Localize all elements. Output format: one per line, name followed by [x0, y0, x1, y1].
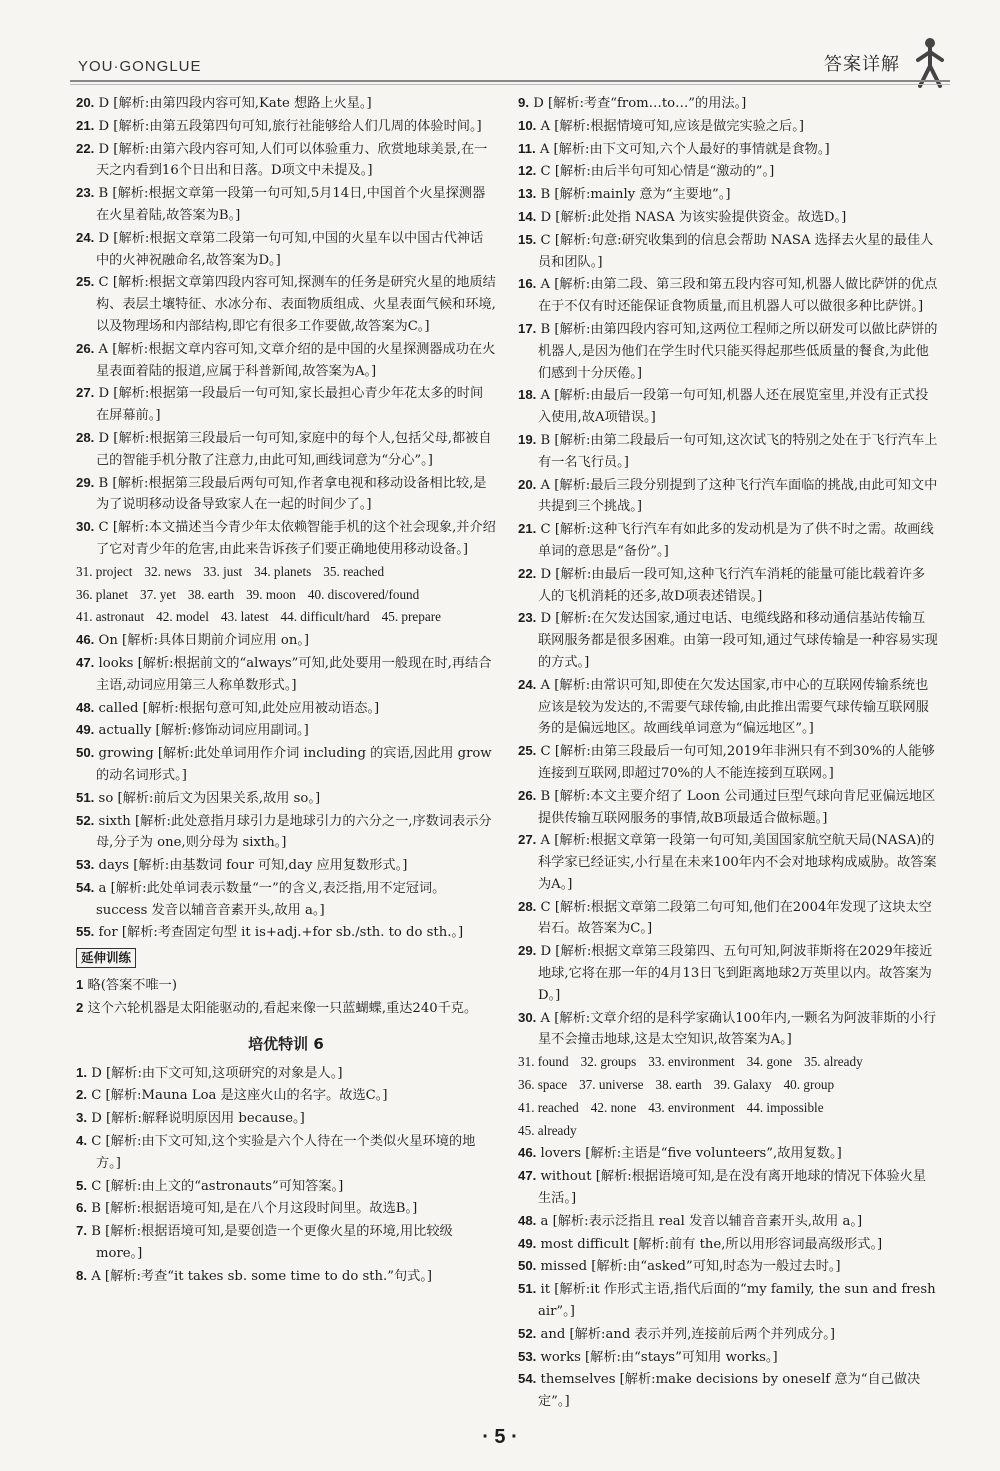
answer-number: 6. [76, 1200, 87, 1216]
answer-text: C [解析:句意:研究收集到的信息会帮助 NASA 选择去火星的最佳人员和团队。] [538, 232, 934, 270]
answer-number: 7. [76, 1223, 87, 1239]
answer-entry [518, 607, 938, 673]
word-answer-row [518, 1097, 938, 1120]
left-word-answers [76, 561, 496, 629]
answer-entry [518, 740, 938, 785]
answer-number: 21. [76, 117, 95, 133]
answer-entry [518, 384, 938, 429]
answer-entry [76, 115, 496, 138]
word-answer: 40. group [783, 1077, 835, 1093]
answer-number: 18. [518, 387, 537, 403]
answer-text: A [解析:根据文章第一段第一句可知,美国国家航空航天局(NASA)的科学家已经证实,小行星在未来100年内不会对地球构成威胁。故答案为A。] [538, 833, 937, 892]
answer-text: D [解析:由下文可知,这项研究的对象是人。] [91, 1065, 343, 1081]
section-title: 培优特训 6 [248, 1034, 324, 1053]
answer-entry [76, 997, 496, 1020]
answer-entry [518, 138, 938, 161]
word-answer-row [76, 606, 496, 629]
answer-entry [76, 854, 496, 877]
answer-number: 27. [518, 832, 537, 848]
answer-text: 略(答案不唯一) [87, 978, 177, 994]
answer-entry [518, 92, 938, 115]
answer-number: 52. [76, 812, 95, 828]
word-answer: 42. none [590, 1099, 637, 1115]
right-column [518, 92, 938, 1413]
answer-text: so [解析:前后文为因果关系,故用 so。] [98, 790, 321, 806]
answer-number: 51. [76, 789, 95, 805]
answer-text: D [解析:解释说明原因用 because。] [91, 1111, 305, 1127]
left-answers-group-a [76, 92, 496, 561]
answer-number: 30. [518, 1009, 537, 1025]
word-answer: 36. space [518, 1077, 568, 1093]
answer-entry [76, 719, 496, 742]
answer-number: 20. [76, 95, 95, 110]
word-answer: 39. moon [246, 586, 296, 602]
answer-entry [518, 474, 938, 519]
answer-entry [518, 183, 938, 206]
answer-number: 50. [76, 745, 95, 761]
answer-number: 4. [76, 1133, 87, 1149]
answer-entry [76, 182, 496, 227]
answer-text: 这个六轮机器是太阳能驱动的,看起来像一只蓝蝴蝶,重达240千克。 [87, 1001, 478, 1017]
answer-number: 48. [518, 1212, 537, 1228]
answer-text: growing [解析:此处单词用作介词 including 的宾语,因此用 grow 的动名词形式。] [96, 746, 492, 783]
answer-text: C [解析:由上文的“astronauts”可知答案。] [91, 1178, 344, 1194]
answer-text: D [解析:根据文章第三段第四、五句可知,阿波菲斯将在2029年接近地球,它将在那一年的4月13日飞到距离地球2万英里以内。故答案为D。] [538, 944, 933, 1003]
answer-text: without [解析:根据语境可知,是在没有离开地球的情况下体验火星生活。] [538, 1169, 927, 1207]
word-answer: 43. latest [220, 609, 269, 625]
right-answers-group-a [518, 92, 938, 1051]
answer-entry [518, 674, 938, 740]
answer-entry [518, 829, 938, 895]
answer-entry [518, 273, 938, 318]
word-answer-row [76, 561, 496, 584]
answer-number: 29. [76, 474, 95, 490]
word-answer: 36. planet [76, 586, 129, 602]
answer-text: D [解析:由第五段第四句可知,旅行社能够给人们几周的体验时间。] [98, 118, 482, 134]
word-answer: 33. environment [648, 1054, 735, 1070]
answer-number: 12. [518, 163, 537, 179]
answer-entry [76, 629, 496, 652]
answer-entry [76, 1175, 496, 1198]
answer-entry [76, 382, 496, 427]
answer-entry [76, 1130, 496, 1175]
word-answer: 42. model [156, 609, 209, 625]
answer-entry [518, 1007, 938, 1052]
word-answer: 45. prepare [381, 609, 441, 625]
answer-text: C [解析:本文描述当今青少年太依赖智能手机的这个社会现象,并介绍了它对青少年的危害,由此来告诉孩子们要正确地使用移动设备。] [96, 520, 496, 557]
answer-text: C [解析:根据文章第二段第二句可知,他们在2004年发现了这块太空岩石。故答案为C。] [538, 899, 932, 937]
answer-number: 55. [76, 924, 95, 940]
answer-number: 54. [518, 1371, 537, 1387]
answer-number: 48. [76, 699, 95, 715]
answer-number: 22. [518, 565, 537, 581]
left-column [76, 92, 496, 1288]
answer-text: a [解析:表示泛指且 real 发音以辅音音素开头,故用 a。] [540, 1213, 863, 1229]
answer-number: 23. [76, 185, 95, 201]
answer-entry [518, 1210, 938, 1233]
answer-text: A [解析:由第二段、第三段和第五段内容可知,机器人做比萨饼的优点在于不仅有时还能保证食物质量,而且机器人可以做很多种比萨饼。] [538, 277, 938, 315]
answer-entry [518, 206, 938, 229]
answer-entry [76, 877, 496, 922]
answer-number: 25. [76, 274, 95, 290]
answer-entry [76, 271, 496, 337]
answer-text: A [解析:由最后一段第一句可知,机器人还在展览室里,并没有正式投入使用,故A项错误。] [538, 388, 929, 426]
answer-entry [76, 1084, 496, 1107]
answer-text: looks [解析:根据前文的“always”可知,此处要用一般现在时,再结合主语,动词应用第三人称单数形式。] [96, 655, 492, 693]
answer-number: 3. [76, 1110, 87, 1126]
header-rule [70, 80, 950, 82]
answer-text: it [解析:it 作形式主语,指代后面的“my family, the sun and fresh air”。] [538, 1282, 936, 1320]
answer-entry [76, 652, 496, 697]
word-answer: 33. just [203, 563, 243, 579]
answer-entry [518, 1323, 938, 1346]
answer-entry [76, 338, 496, 383]
word-answer-row [76, 584, 496, 607]
answer-text: B [解析:由第四段内容可知,这两位工程师之所以研发可以做比萨饼的机器人,是因为他们在学生时代只能买得起那些低质量的餐食,为此他们感到十分厌倦。] [538, 321, 938, 381]
answer-text: B [解析:mainly 意为“主要地”。] [540, 187, 731, 203]
answer-number: 46. [518, 1145, 537, 1161]
answer-text: A [解析:文章介绍的是科学家确认100年内,一颗名为阿波菲斯的小行星不会撞击地球,这是太空知识,故答案为A。] [538, 1010, 937, 1048]
answer-number: 28. [76, 429, 95, 445]
answer-number: 15. [518, 231, 537, 247]
answer-entry [518, 785, 938, 830]
word-answer: 38. earth [187, 586, 235, 602]
answer-text: a [解析:此处单词表示数量“一”的含义,表泛指,用不定冠词。success 发音以辅音音素开头,故用 a。] [96, 880, 446, 918]
answer-number: 17. [518, 320, 537, 336]
answer-text: themselves [解析:make decisions by oneself 意为“自己做决定”。] [538, 1372, 921, 1410]
word-answer: 34. gone [746, 1054, 793, 1070]
answer-text: works [解析:由“stays”可知用 works。] [540, 1349, 778, 1365]
word-answer: 40. discovered/found [307, 586, 420, 602]
answer-entry [518, 940, 938, 1006]
answer-text: days [解析:由基数词 four 可知,day 应用复数形式。] [98, 858, 408, 874]
word-answer: 39. Galaxy [713, 1077, 772, 1093]
answer-number: 11. [518, 140, 536, 156]
answer-text: A [解析:根据文章内容可知,文章介绍的是中国的火星探测器成功在火星表面着陆的报道,应属于科普新闻,故答案为A。] [96, 341, 496, 379]
answer-number: 52. [518, 1325, 537, 1341]
answer-number: 8. [76, 1267, 87, 1283]
answer-text: D [解析:在欠发达国家,通过电话、电缆线路和移动通信基站传输互联网服务都是很多困难。由第一段可知,通过气球传输是一种容易实现的方式。] [538, 611, 938, 670]
answer-entry [518, 429, 938, 474]
left-answers-group-c [76, 1062, 496, 1288]
answer-entry [518, 518, 938, 563]
answer-text: A [解析:由下文可知,六个人最好的事情就是食物。] [539, 141, 830, 157]
answer-entry [76, 516, 496, 561]
answer-number: 28. [518, 898, 537, 914]
answer-text: D [解析:根据第三段最后一句可知,家庭中的每个人,包括父母,都被自己的智能手机分散了注意力,由此可知,画线词意为“分心”。] [96, 430, 492, 468]
answer-text: D [解析:考查“from…to…”的用法。] [533, 96, 747, 111]
answer-text: B [解析:根据语境可知,是在八个月这段时间里。故选B。] [91, 1201, 418, 1217]
extension-training-items [76, 974, 496, 1020]
word-answer: 41. astronaut [76, 609, 145, 625]
answer-text: D [解析:此处指 NASA 为该实验提供资金。故选D。] [540, 209, 847, 225]
word-answer: 44. difficult/hard [280, 609, 370, 625]
page-number: · 5 · [482, 1426, 518, 1448]
answer-entry [76, 92, 496, 115]
word-answer: 35. already [804, 1054, 863, 1070]
answer-entry [518, 1255, 938, 1278]
answer-entry [76, 1220, 496, 1265]
answer-text: for [解析:考查固定句型 it is+adj.+for sb./sth. to do sth.。] [98, 925, 464, 941]
word-answer: 38. earth [655, 1077, 702, 1093]
answer-text: A [解析:根据情境可知,应该是做完实验之后。] [540, 118, 804, 134]
answer-text: sixth [解析:此处意指月球引力是地球引力的六分之一,序数词表示分母,分子为 one,则分母为 sixth。] [96, 813, 492, 851]
answer-text: C [解析:由后半句可知心情是“激动的”。] [540, 164, 775, 180]
answer-entry [518, 563, 938, 608]
answer-text: most difficult [解析:前有 the,所以用形容词最高级形式。] [540, 1236, 883, 1252]
answer-text: C [解析:Mauna Loa 是这座火山的名字。故选C。] [91, 1088, 388, 1104]
word-answer: 32. groups [580, 1054, 637, 1070]
word-answer: 34. planets [254, 563, 312, 579]
answer-number: 2 [76, 1000, 84, 1016]
answer-number: 1. [76, 1064, 87, 1080]
answer-number: 9. [518, 95, 529, 110]
answer-number: 49. [518, 1235, 537, 1251]
answer-entry [518, 896, 938, 941]
answer-text: missed [解析:由“asked”可知,时态为一般过去时。] [540, 1259, 841, 1275]
answer-entry [76, 742, 496, 787]
answer-number: 51. [518, 1281, 537, 1297]
answer-entry [518, 1278, 938, 1323]
answer-text: B [解析:根据语境可知,是要创造一个更像火星的环境,用比较级 more。] [91, 1224, 453, 1262]
answer-entry [518, 115, 938, 138]
answer-entry [76, 1197, 496, 1220]
answer-text: B [解析:根据第三段最后两句可知,作者拿电视和移动设备相比较,是为了说明移动设备导致家人在一起的时间少了。] [96, 475, 487, 513]
right-answers-group-b [518, 1142, 938, 1413]
answer-text: B [解析:根据文章第一段第一句可知,5月14日,中国首个火星探测器在火星着陆,故答案为B。] [96, 186, 486, 223]
answer-number: 47. [518, 1168, 537, 1184]
answer-number: 19. [518, 431, 537, 447]
answer-text: C [解析:由第三段最后一句可知,2019年非洲只有不到30%的人能够连接到互联网,即超过70%的人不能连接到互联网。] [538, 744, 935, 781]
answer-entry [518, 1346, 938, 1369]
answer-number: 10. [518, 117, 537, 133]
answer-number: 29. [518, 943, 537, 959]
word-answer-row [518, 1120, 938, 1143]
answer-number: 27. [76, 385, 95, 401]
answer-text: On [解析:具体日期前介词应用 on。] [98, 633, 310, 649]
answer-number: 53. [518, 1348, 537, 1364]
answer-entry [518, 160, 938, 183]
answer-number: 16. [518, 276, 537, 292]
answer-entry [76, 810, 496, 855]
word-answer-row [518, 1074, 938, 1097]
word-answer: 43. environment [648, 1099, 735, 1115]
answer-number: 24. [76, 229, 95, 245]
answer-number: 53. [76, 857, 95, 873]
answer-number: 25. [518, 743, 537, 759]
answer-text: D [解析:根据第一段最后一句可知,家长最担心青少年花太多的时间在屏幕前。] [96, 386, 484, 424]
word-answer: 31. found [518, 1054, 569, 1070]
answer-text: D [解析:根据文章第二段第一句可知,中国的火星车以中国古代神话中的火神祝融命名,故答案为D。] [96, 230, 484, 268]
answer-number: 47. [76, 654, 95, 670]
word-answer-row [518, 1051, 938, 1074]
answer-number: 5. [76, 1177, 87, 1193]
word-answer: 35. reached [323, 563, 385, 579]
page-header [0, 0, 1000, 92]
answer-number: 26. [518, 787, 537, 803]
answer-text: actually [解析:修饰动词应用副词。] [98, 723, 309, 739]
answer-number: 14. [518, 208, 537, 224]
answer-entry [76, 1107, 496, 1130]
answer-text: B [解析:本文主要介绍了 Loon 公司通过巨型气球向肯尼亚偏远地区提供传输互联网服务的事情,故B项最适合做标题。] [538, 788, 936, 826]
extension-training-label: 延伸训练 [76, 948, 136, 968]
answer-number: 54. [76, 879, 95, 895]
header-rule-thin [70, 84, 950, 85]
answer-entry [518, 318, 938, 384]
answer-text: C [解析:这种飞行汽车有如此多的发动机是为了供不时之需。故画线单词的意思是“备份”。] [538, 522, 934, 559]
answer-entry [518, 1368, 938, 1413]
left-answers-group-b [76, 629, 496, 944]
answer-entry [518, 1165, 938, 1210]
answer-number: 2. [76, 1087, 87, 1103]
answer-number: 50. [518, 1258, 537, 1274]
answer-text: B [解析:由第二段最后一句可知,这次试飞的特别之处在于飞行汽车上有一名飞行员。] [538, 432, 938, 470]
answer-entry [76, 787, 496, 810]
answer-number: 49. [76, 722, 95, 738]
answer-number: 21. [518, 521, 537, 537]
answer-number: 46. [76, 632, 95, 648]
answer-entry [76, 227, 496, 272]
word-answer: 45. already [518, 1122, 577, 1138]
answer-entry [76, 974, 496, 997]
word-answer: 37. yet [140, 586, 176, 602]
answer-entry [76, 921, 496, 944]
answer-entry [76, 697, 496, 720]
answer-number: 24. [518, 676, 537, 692]
word-answer: 44. impossible [746, 1099, 824, 1115]
answer-entry [76, 472, 496, 517]
answer-entry [76, 427, 496, 472]
answer-entry [76, 1265, 496, 1288]
answer-number: 20. [518, 476, 537, 492]
answer-text: C [解析:由下文可知,这个实验是六个人待在一个类似火星环境的地方。] [91, 1134, 476, 1171]
answer-text: A [解析:最后三段分别提到了这种飞行汽车面临的挑战,由此可知文中共提到三个挑战。] [538, 477, 938, 515]
answer-text: A [解析:考查“it takes sb. some time to do sth.”句式。] [91, 1268, 433, 1284]
answer-text: lovers [解析:主语是“five volunteers”,故用复数。] [540, 1146, 842, 1162]
word-answer: 37. universe [579, 1077, 644, 1093]
answer-text: D [解析:由最后一段可知,这种飞行汽车消耗的能量可能比载着许多人的飞机消耗的还多,故D项表述错误。] [538, 566, 926, 604]
header-title: 答案详解 [824, 54, 900, 75]
word-answer: 31. project [76, 563, 133, 579]
answer-text: A [解析:由常识可知,即使在欠发达国家,市中心的互联网传输系统也应该是较为发达的,不需要气球传输,由此推出需要气球传输互联网服务的是偏远地区。故画线单词意为“偏远地区”。] [538, 677, 929, 737]
word-answer: 32. news [144, 563, 192, 579]
answer-text: and [解析:and 表示并列,连接前后两个并列成分。] [540, 1326, 836, 1342]
answer-number: 23. [518, 610, 537, 626]
answer-text: D [解析:由第四段内容可知,Kate 想路上火星。] [98, 96, 372, 111]
word-answer: 41. reached [518, 1099, 579, 1115]
answer-number: 22. [76, 140, 95, 156]
answer-entry [76, 1062, 496, 1085]
brand-text: YOU·GONGLUE [78, 58, 202, 75]
answer-text: D [解析:由第六段内容可知,人们可以体验重力、欣赏地球美景,在一天之内看到16个日出和日落。D项文中未提及。] [96, 141, 488, 179]
right-word-answers [518, 1051, 938, 1142]
answer-number: 26. [76, 340, 95, 356]
answer-text: called [解析:根据句意可知,此处应用被动语态。] [98, 700, 380, 716]
answer-text: C [解析:根据文章第四段内容可知,探测车的任务是研究火星的地质结构、表层土壤特征、水冰分布、表面物质组成、火星表面气候和环境,以及物理场和内部结构,即它有很多工作要做,故答案为C。] [96, 275, 496, 334]
answer-number: 13. [518, 186, 537, 202]
answer-entry [518, 1233, 938, 1256]
answer-entry [518, 229, 938, 274]
answer-entry [518, 1142, 938, 1165]
answer-number: 1 [76, 977, 84, 993]
answer-number: 30. [76, 519, 95, 535]
answer-entry [76, 138, 496, 183]
